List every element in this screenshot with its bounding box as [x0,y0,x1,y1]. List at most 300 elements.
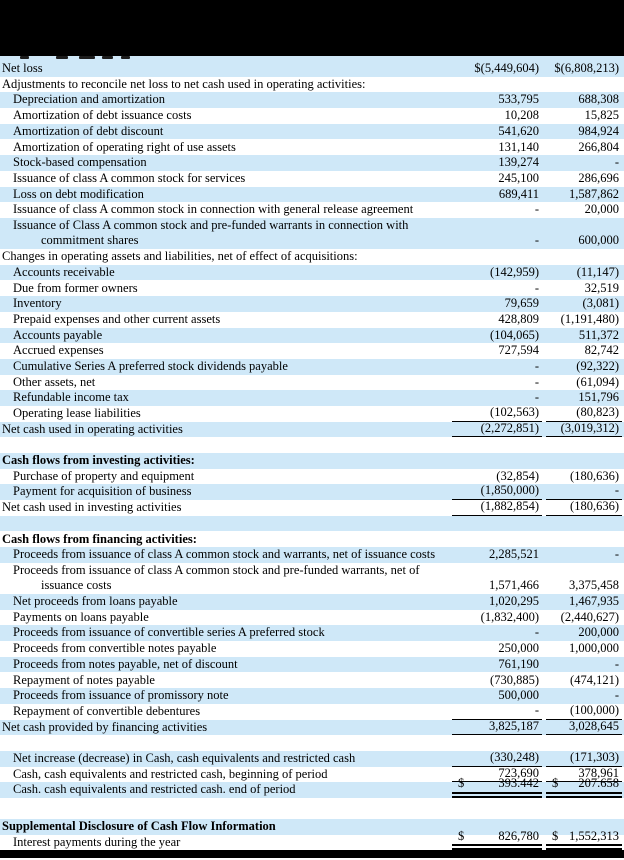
value-text: (104,065) [490,327,539,342]
row-label [0,375,452,391]
row-label [0,155,452,171]
table-row [0,92,624,108]
row-label-line1: Net cash used in operating activities [2,421,183,436]
value-cell-col1 [452,280,542,296]
table-row [0,751,624,767]
value-cell-col2 [546,751,622,767]
value-text: 79,659 [504,296,539,311]
value-text: 207.658 [578,776,619,791]
table-row [0,108,624,124]
currency-symbol: $ [458,828,465,843]
value-cell-col2 [546,390,622,406]
row-label-line1: Issuance of class A common stock for services [13,170,246,185]
table-row [0,594,624,610]
value-text: 727,594 [498,343,539,358]
value-cell-col1 [452,610,542,626]
row-label [0,171,452,187]
value-text: (11,147) [576,264,619,279]
value-text: - [534,702,539,717]
row-label-line1: Cumulative Series A preferred stock dividends payable [13,358,288,373]
table-row [0,720,624,736]
value-cell-col1 [452,484,542,500]
value-cell-col2 [546,625,622,641]
value-text: (171,303) [570,749,619,764]
row-label-line1: Refundable income tax [13,390,129,405]
row-label-line1: Net cash used in investing activities [2,500,182,515]
table-row [0,484,624,500]
row-label [0,484,452,500]
value-text: - [534,233,539,248]
row-label [0,343,452,359]
row-label-line1: Repayment of convertible debentures [13,703,201,718]
row-label-line1: Proceeds from issuance of convertible series A preferred stock [13,625,325,640]
value-cell-col2 [546,61,622,77]
value-cell-col1 [452,312,542,328]
table-row [0,280,624,296]
value-cell-col2 [546,776,622,798]
table-row [0,657,624,673]
value-cell-col2 [546,547,622,563]
row-label-line1: Net increase (decrease) in Cash, cash equivalents and restricted cash [13,750,356,765]
value-text: (2,440,627) [560,609,619,624]
table-row [0,406,624,422]
value-text: - [614,547,619,562]
value-cell-col2 [546,594,622,610]
row-label [0,835,452,851]
row-label-line1: Prepaid expenses and other current assets [13,311,221,326]
value-cell-col1 [452,688,542,704]
value-text: $(6,808,213) [554,61,619,76]
value-text: 378,961 [578,765,619,780]
value-text: - [534,202,539,217]
row-label [0,359,452,375]
section-header-label [0,532,624,548]
value-cell-col1 [452,92,542,108]
row-label [0,673,452,689]
spacer-row [0,735,624,751]
row-label [0,594,452,610]
value-cell-col2 [546,280,622,296]
value-text: 533,795 [498,92,539,107]
row-label-line1: Accounts payable [13,327,103,342]
value-cell-col1 [452,578,542,594]
row-label [0,61,452,77]
row-label-line1: Amortization of operating right of use assets [13,139,236,154]
value-text: 131,140 [498,139,539,154]
row-label-line1: Loss on debt modification [13,186,144,201]
row-label [0,751,452,767]
table-row [0,77,624,93]
table-row [0,563,624,594]
value-text: 511,372 [578,327,619,342]
value-text: (2,272,851) [480,420,539,435]
value-cell-col2 [546,296,622,312]
value-cell-col2 [546,108,622,124]
value-cell-col2 [546,500,622,516]
value-cell-col1 [452,155,542,171]
value-text: 1,552,313 [569,828,619,843]
value-text: (180,636) [570,468,619,483]
value-text: 1,020,295 [489,594,539,609]
value-cell-col2 [546,265,622,281]
value-cell-col1 [452,828,542,851]
table-row [0,249,624,265]
value-text: (100,000) [570,702,619,717]
table-row [0,359,624,375]
row-label [0,641,452,657]
row-label-line1: Interest payments during the year [13,834,181,849]
row-label [0,390,452,406]
value-text: (102,563) [490,405,539,420]
clipped-text-fragment [20,56,29,59]
clipped-text-fragment [121,56,130,59]
value-text: 723,690 [498,765,539,780]
value-cell-col1 [452,672,542,688]
value-cell-col1 [452,406,542,422]
value-cell-col2 [546,610,622,626]
value-text: (142,959) [490,264,539,279]
value-text: - [614,155,619,170]
value-text: 688,308 [578,92,619,107]
row-label [0,218,452,249]
value-text: 2,285,521 [489,547,539,562]
row-label [0,720,452,736]
table-row [0,155,624,171]
table-row [0,704,624,720]
row-label [0,108,452,124]
currency-symbol: $ [552,828,559,843]
value-text: 826,780 [498,828,539,843]
value-cell-col1 [452,625,542,641]
row-label-line2: commitment shares [41,233,139,248]
row-label-line1: Operating lease liabilities [13,406,141,421]
value-text: 266,804 [578,139,619,154]
row-label-line1: Changes in operating assets and liabilities, net of effect of acquisitions: [2,249,358,264]
row-label [0,202,452,218]
value-text: 1,571,466 [489,578,539,593]
row-label [0,281,452,297]
spacer-row [0,437,624,453]
spacer-row [0,516,624,532]
value-cell-col1 [452,124,542,140]
spacer-row [0,798,624,819]
value-cell-col2 [546,171,622,187]
table-row [0,776,624,798]
value-cell-col2 [546,202,622,218]
row-label [0,704,452,720]
row-label [0,296,452,312]
row-label-line1: Proceeds from notes payable, net of discount [13,656,238,671]
table-row [0,625,624,641]
row-label-line1: Other assets, net [13,374,96,389]
row-label [0,657,452,673]
row-label-line1: Amortization of debt issuance costs [13,108,192,123]
value-cell-col2 [546,657,622,673]
row-label [0,469,452,485]
table-row [0,187,624,203]
value-text: 20,000 [584,202,619,217]
value-cell-col1 [452,776,542,798]
value-cell-col2 [546,672,622,688]
row-label [0,77,624,93]
table-row [0,422,624,438]
value-cell-col1 [452,720,542,736]
value-text: 984,924 [578,123,619,138]
table-row [0,171,624,187]
table-row [0,312,624,328]
value-text: 1,000,000 [569,641,619,656]
value-cell-col2 [546,139,622,155]
value-cell-col2 [546,406,622,422]
row-label-line2: issuance costs [41,578,112,593]
row-label-line1: Proceeds from convertible notes payable [13,641,217,656]
value-cell-col1 [452,500,542,516]
value-text: 151,796 [578,390,619,405]
value-text: (1,191,480) [560,311,619,326]
table-row [0,547,624,563]
section-header-row [0,531,624,547]
row-label-line1: Issuance of class A common stock in connection with general release agreement [13,202,414,217]
value-cell-col1 [452,422,542,438]
row-label [0,688,452,704]
clipped-row-fragment [0,56,624,61]
table-row [0,469,624,485]
row-label [0,500,452,516]
row-label [0,767,452,783]
value-text: 1,587,862 [569,186,619,201]
row-label [0,625,452,641]
value-cell-col2 [546,469,622,485]
table-row [0,124,624,140]
value-cell-col1 [452,375,542,391]
value-cell-col2 [546,92,622,108]
value-cell-col2 [546,312,622,328]
currency-symbol: $ [458,776,465,791]
row-label-line1: Cash. cash equivalents and restricted cash. end of period [13,782,296,797]
value-cell-col2 [546,484,622,500]
value-text: (3,019,312) [560,420,619,435]
row-label [0,328,452,344]
value-cell-col1 [452,641,542,657]
table-row [0,61,624,77]
value-cell-col1 [452,171,542,187]
value-text: 286,696 [578,170,619,185]
value-text: 3,028,645 [569,718,619,733]
value-cell-col1 [452,547,542,563]
value-text: (330,248) [490,749,539,764]
value-text: - [534,358,539,373]
table-row [0,828,624,851]
row-label [0,124,452,140]
value-cell-col1 [452,187,542,203]
value-text: 689,411 [498,186,539,201]
value-cell-col1 [452,359,542,375]
value-cell-col1 [452,61,542,77]
row-label-line1: Net loss [2,61,43,76]
table-row [0,500,624,516]
table-row [0,375,624,391]
section-header-row [0,453,624,469]
value-cell-col2 [546,328,622,344]
value-text: (730,885) [490,672,539,687]
value-cell-col2 [546,375,622,391]
row-label-line1: Inventory [13,296,62,311]
value-text: (92,322) [576,358,619,373]
row-label [0,187,452,203]
row-label-line1: Accrued expenses [13,343,104,358]
section-header-label [0,453,624,469]
currency-symbol: $ [552,776,559,791]
row-label [0,312,452,328]
value-cell-col1 [452,751,542,767]
table-row [0,218,624,249]
value-text: (3,081) [582,296,619,311]
row-label [0,547,452,563]
value-cell-col1 [452,704,542,720]
row-label [0,140,452,156]
value-text: (1,832,400) [480,609,539,624]
value-text: (180,636) [570,499,619,514]
row-label-line1: Net cash provided by financing activities [2,719,208,734]
row-label-line1: Purchase of property and equipment [13,468,195,483]
value-cell-col2 [546,359,622,375]
value-text: 428,809 [498,311,539,326]
value-text: 1,467,935 [569,594,619,609]
row-label-line1: Due from former owners [13,280,138,295]
value-cell-col1 [452,657,542,673]
bottom-redaction-band [0,850,624,858]
value-cell-col2 [546,155,622,171]
top-redaction-band [0,0,624,56]
row-label-line1: Amortization of debt discount [13,123,164,138]
value-cell-col1 [452,390,542,406]
cash-flow-statement-table [0,61,624,850]
value-cell-col2 [546,828,622,851]
row-label-line1: Adjustments to reconcile net loss to net cash used in operating activities: [2,76,366,91]
value-text: 500,000 [498,688,539,703]
row-label-line1: Proceeds from issuance of promissory note [13,688,229,703]
value-cell-col2 [546,343,622,359]
value-text: - [614,483,619,498]
row-label [0,610,452,626]
value-cell-col2 [546,233,622,249]
value-cell-col1 [452,202,542,218]
value-text: - [614,688,619,703]
value-cell-col2 [546,641,622,657]
table-row [0,328,624,344]
row-label-line1: Cash, cash equivalents and restricted cash, beginning of period [13,766,328,781]
value-cell-col1 [452,469,542,485]
value-text: - [534,390,539,405]
value-text: 3,375,458 [569,578,619,593]
row-label-line1: Accounts receivable [13,264,115,279]
row-label-line1: Stock-based compensation [13,155,147,170]
row-label [0,265,452,281]
value-text: (474,121) [570,672,619,687]
value-cell-col2 [546,688,622,704]
value-text: 139,274 [498,155,539,170]
row-label-line1: Depreciation and amortization [13,92,166,107]
value-text: $(5,449,604) [474,61,539,76]
table-row [0,672,624,688]
value-cell-col1 [452,265,542,281]
value-cell-col1 [452,108,542,124]
value-cell-col1 [452,233,542,249]
clipped-text-fragment [102,56,113,59]
value-cell-col2 [546,720,622,736]
value-cell-col2 [546,187,622,203]
value-cell-col1 [452,343,542,359]
table-row [0,343,624,359]
row-label-line1: Repayment of notes payable [13,672,155,687]
value-text: (1,882,854) [480,499,539,514]
value-cell-col2 [546,704,622,720]
value-text: - [534,374,539,389]
value-cell-col1 [452,328,542,344]
table-row [0,390,624,406]
value-text: 600,000 [578,233,619,248]
value-text: 32,519 [584,280,619,295]
value-text: (80,823) [576,405,619,420]
row-label-line1: Cash flows from financing activities: [2,531,197,546]
row-label [0,782,452,798]
row-label [0,92,452,108]
row-label [0,422,452,438]
value-text: 250,000 [498,641,539,656]
value-cell-col2 [546,124,622,140]
value-cell-col2 [546,578,622,594]
table-row [0,688,624,704]
row-label [0,406,452,422]
value-text: - [534,280,539,295]
table-row [0,641,624,657]
table-row [0,610,624,626]
value-text: 245,100 [498,170,539,185]
value-text: 10,208 [504,108,539,123]
table-row [0,296,624,312]
row-label-line1: Proceeds from issuance of class A common stock and pre-funded warrants, net of [13,562,420,577]
value-text: 393.442 [498,776,539,791]
row-label-line1: Payment for acquisition of business [13,484,192,499]
value-text: 200,000 [578,625,619,640]
value-text: 82,742 [584,343,619,358]
value-text: - [534,625,539,640]
row-label-line1: Proceeds from issuance of class A common stock and warrants, net of issuance costs [13,547,436,562]
table-row [0,139,624,155]
value-text: 761,190 [498,656,539,671]
value-text: - [614,656,619,671]
row-label-line1: Issuance of Class A common stock and pre-funded warrants in connection with [13,217,409,232]
row-label-line1: Supplemental Disclosure of Cash Flow Information [2,819,276,834]
value-text: 3,825,187 [489,718,539,733]
value-cell-col2 [546,422,622,438]
row-label-line1: Net proceeds from loans payable [13,594,178,609]
value-text: 541,620 [498,123,539,138]
value-text: 15,825 [584,108,619,123]
clipped-text-fragment [56,56,68,59]
row-label-line1: Payments on loans payable [13,609,149,624]
table-row [0,265,624,281]
table-row [0,202,624,218]
row-label-line1: Cash flows from investing activities: [2,453,195,468]
row-label [0,249,624,265]
value-text: (32,854) [496,468,539,483]
value-cell-col1 [452,296,542,312]
value-text: (1,850,000) [480,483,539,498]
value-text: (61,094) [576,374,619,389]
clipped-text-fragment [79,56,95,59]
value-cell-col1 [452,594,542,610]
